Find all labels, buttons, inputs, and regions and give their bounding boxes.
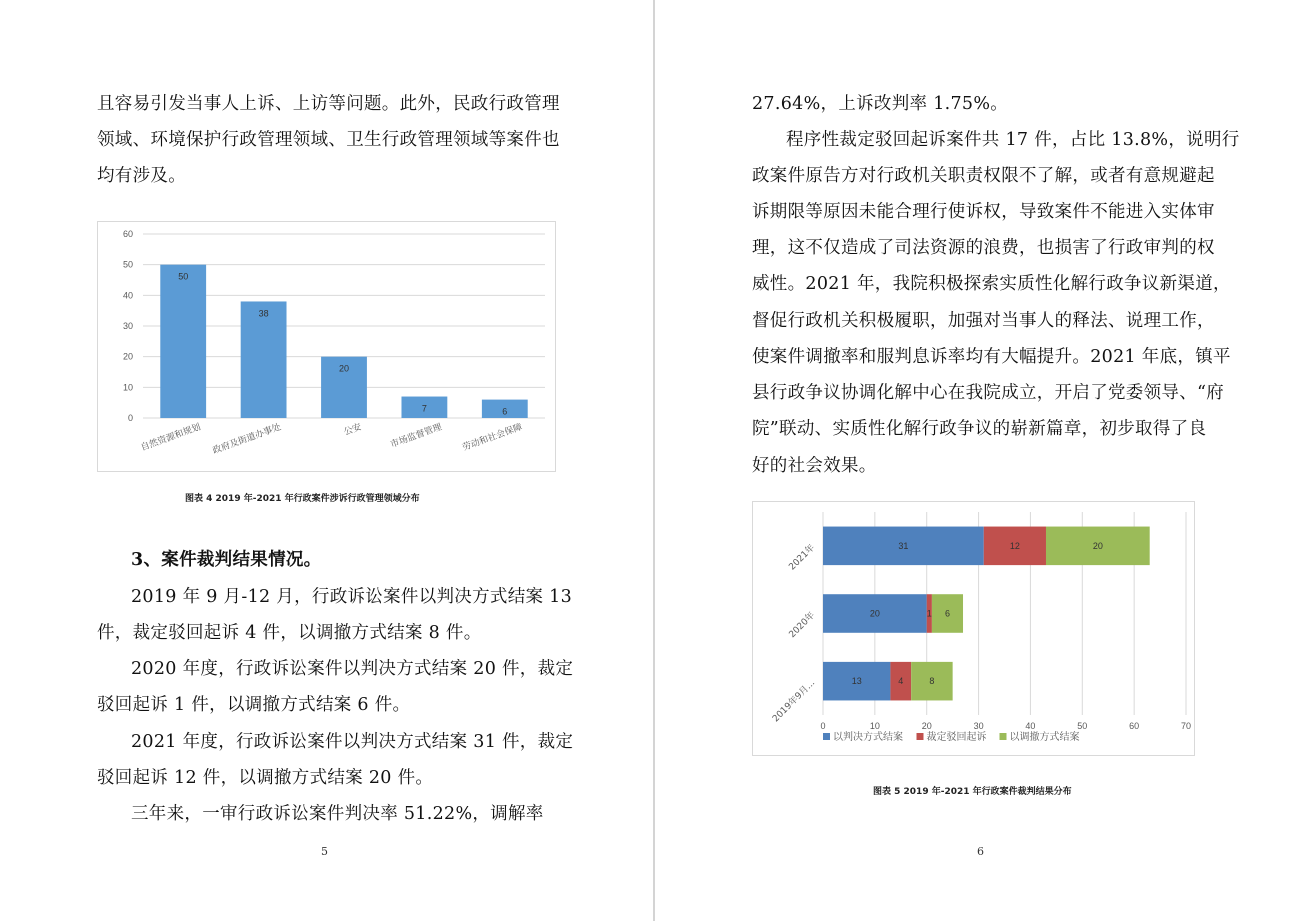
data-label: 7 bbox=[421, 403, 427, 414]
page-number: 5 bbox=[321, 845, 328, 858]
data-label: 38 bbox=[258, 308, 269, 319]
x-tick-label: 自然资源和规划 bbox=[139, 422, 203, 454]
figure-5-chart bbox=[752, 501, 1195, 756]
text-line: 且容易引发当事人上诉、上访等问题。此外，民政行政管理 bbox=[97, 94, 560, 114]
figure-4-caption: 图表 4 2019 年-2021 年行政案件涉诉行政管理领域分布 bbox=[185, 494, 420, 504]
text-line: 好的社会效果。 bbox=[752, 456, 877, 476]
text-line: 县行政争议协调化解中心在我院成立，开启了党委领导、“府 bbox=[752, 383, 1225, 403]
text-line: 领域、环境保护行政管理领域、卫生行政管理领域等案件也 bbox=[97, 130, 560, 150]
stacked-bar-chart bbox=[753, 502, 1194, 755]
data-label: 6 bbox=[944, 608, 950, 619]
x-tick-label: 市场监督管理 bbox=[389, 422, 444, 451]
bar-chart bbox=[98, 222, 555, 471]
y-tick-label: 60 bbox=[122, 229, 133, 239]
text-line: 院”联动、实质性化解行政争议的崭新篇章，初步取得了良 bbox=[752, 419, 1207, 439]
x-tick-label: 50 bbox=[1077, 721, 1088, 731]
x-tick-label: 政府及街道办事处 bbox=[211, 422, 283, 457]
data-label: 1 bbox=[926, 608, 932, 619]
x-tick-label: 公安 bbox=[342, 422, 364, 438]
text-line: 威性。2021 年，我院积极探索实质性化解行政争议新渠道， bbox=[752, 274, 1231, 294]
data-label: 13 bbox=[851, 676, 862, 687]
text-line: 诉期限等原因未能合理行使诉权，导致案件不能进入实体审 bbox=[752, 202, 1215, 222]
text-line: 27.64%，上诉改判率 1.75%。 bbox=[752, 94, 1009, 114]
y-tick-label: 2019年9月... bbox=[771, 678, 818, 725]
x-tick-label: 20 bbox=[921, 721, 932, 731]
data-label: 6 bbox=[502, 406, 508, 417]
figure-4-chart bbox=[97, 221, 556, 472]
x-tick-label: 40 bbox=[1025, 721, 1036, 731]
y-tick-label: 2020年 bbox=[787, 610, 818, 641]
data-label: 20 bbox=[338, 363, 350, 374]
bar bbox=[160, 265, 206, 418]
text-line: 件，裁定驳回起诉 4 件，以调撤方式结案 8 件。 bbox=[97, 623, 482, 643]
text-line: 理，这不仅造成了司法资源的浪费，也损害了行政审判的权 bbox=[752, 238, 1215, 258]
data-label: 31 bbox=[898, 540, 909, 551]
legend-label: 裁定驳回起诉 bbox=[926, 732, 987, 743]
text-line: 驳回起诉 1 件，以调撤方式结案 6 件。 bbox=[97, 695, 411, 715]
y-tick-label: 50 bbox=[122, 259, 133, 270]
text-line: 驳回起诉 12 件，以调撤方式结案 20 件。 bbox=[97, 768, 434, 788]
data-label: 20 bbox=[1092, 540, 1103, 551]
text-line: 2020 年度，行政诉讼案件以判决方式结案 20 件，裁定 bbox=[131, 659, 574, 679]
figure-5-caption: 图表 5 2019 年-2021 年行政案件裁判结果分布 bbox=[873, 787, 1072, 797]
page-number: 6 bbox=[977, 845, 984, 858]
y-tick-label: 40 bbox=[122, 290, 133, 301]
data-label: 8 bbox=[929, 676, 935, 687]
text-line: 2019 年 9 月-12 月，行政诉讼案件以判决方式结案 13 bbox=[131, 587, 573, 607]
x-tick-label: 70 bbox=[1180, 721, 1192, 731]
x-tick-label: 60 bbox=[1129, 721, 1140, 731]
legend-swatch bbox=[1000, 733, 1007, 740]
data-label: 12 bbox=[1009, 540, 1020, 551]
bar bbox=[241, 301, 287, 418]
text-line: 督促行政机关积极履职，加强对当事人的释法、说理工作， bbox=[752, 311, 1215, 331]
y-tick-label: 2021年 bbox=[787, 542, 818, 573]
legend-swatch bbox=[823, 733, 830, 740]
text-line: 三年来，一审行政诉讼案件判决率 51.22%，调解率 bbox=[131, 804, 544, 824]
y-tick-label: 10 bbox=[122, 382, 133, 393]
x-tick-label: 10 bbox=[869, 721, 880, 731]
page-6 bbox=[655, 0, 1305, 921]
y-tick-label: 0 bbox=[127, 413, 133, 423]
text-line: 均有涉及。 bbox=[97, 166, 186, 186]
legend-label: 以判决方式结案 bbox=[833, 732, 903, 743]
x-tick-label: 30 bbox=[973, 721, 984, 731]
y-tick-label: 20 bbox=[122, 351, 133, 362]
legend-label: 以调撤方式结案 bbox=[1009, 732, 1080, 743]
text-line: 程序性裁定驳回起诉案件共 17 件，占比 13.8%，说明行 bbox=[786, 130, 1240, 150]
section-heading: 3、案件裁判结果情况。 bbox=[131, 550, 322, 570]
legend-swatch bbox=[917, 733, 924, 740]
y-tick-label: 30 bbox=[122, 321, 133, 331]
text-line: 使案件调撤率和服判息诉率均有大幅提升。2021 年底，镇平 bbox=[752, 347, 1231, 367]
x-tick-label: 劳动和社会保障 bbox=[461, 422, 524, 454]
x-tick-label: 0 bbox=[820, 721, 826, 731]
text-line: 2021 年度，行政诉讼案件以判决方式结案 31 件，裁定 bbox=[131, 732, 574, 752]
data-label: 50 bbox=[178, 271, 189, 282]
data-label: 20 bbox=[869, 608, 880, 619]
text-line: 政案件原告方对行政机关职责权限不了解，或者有意规避起 bbox=[752, 166, 1215, 186]
data-label: 4 bbox=[898, 676, 904, 687]
